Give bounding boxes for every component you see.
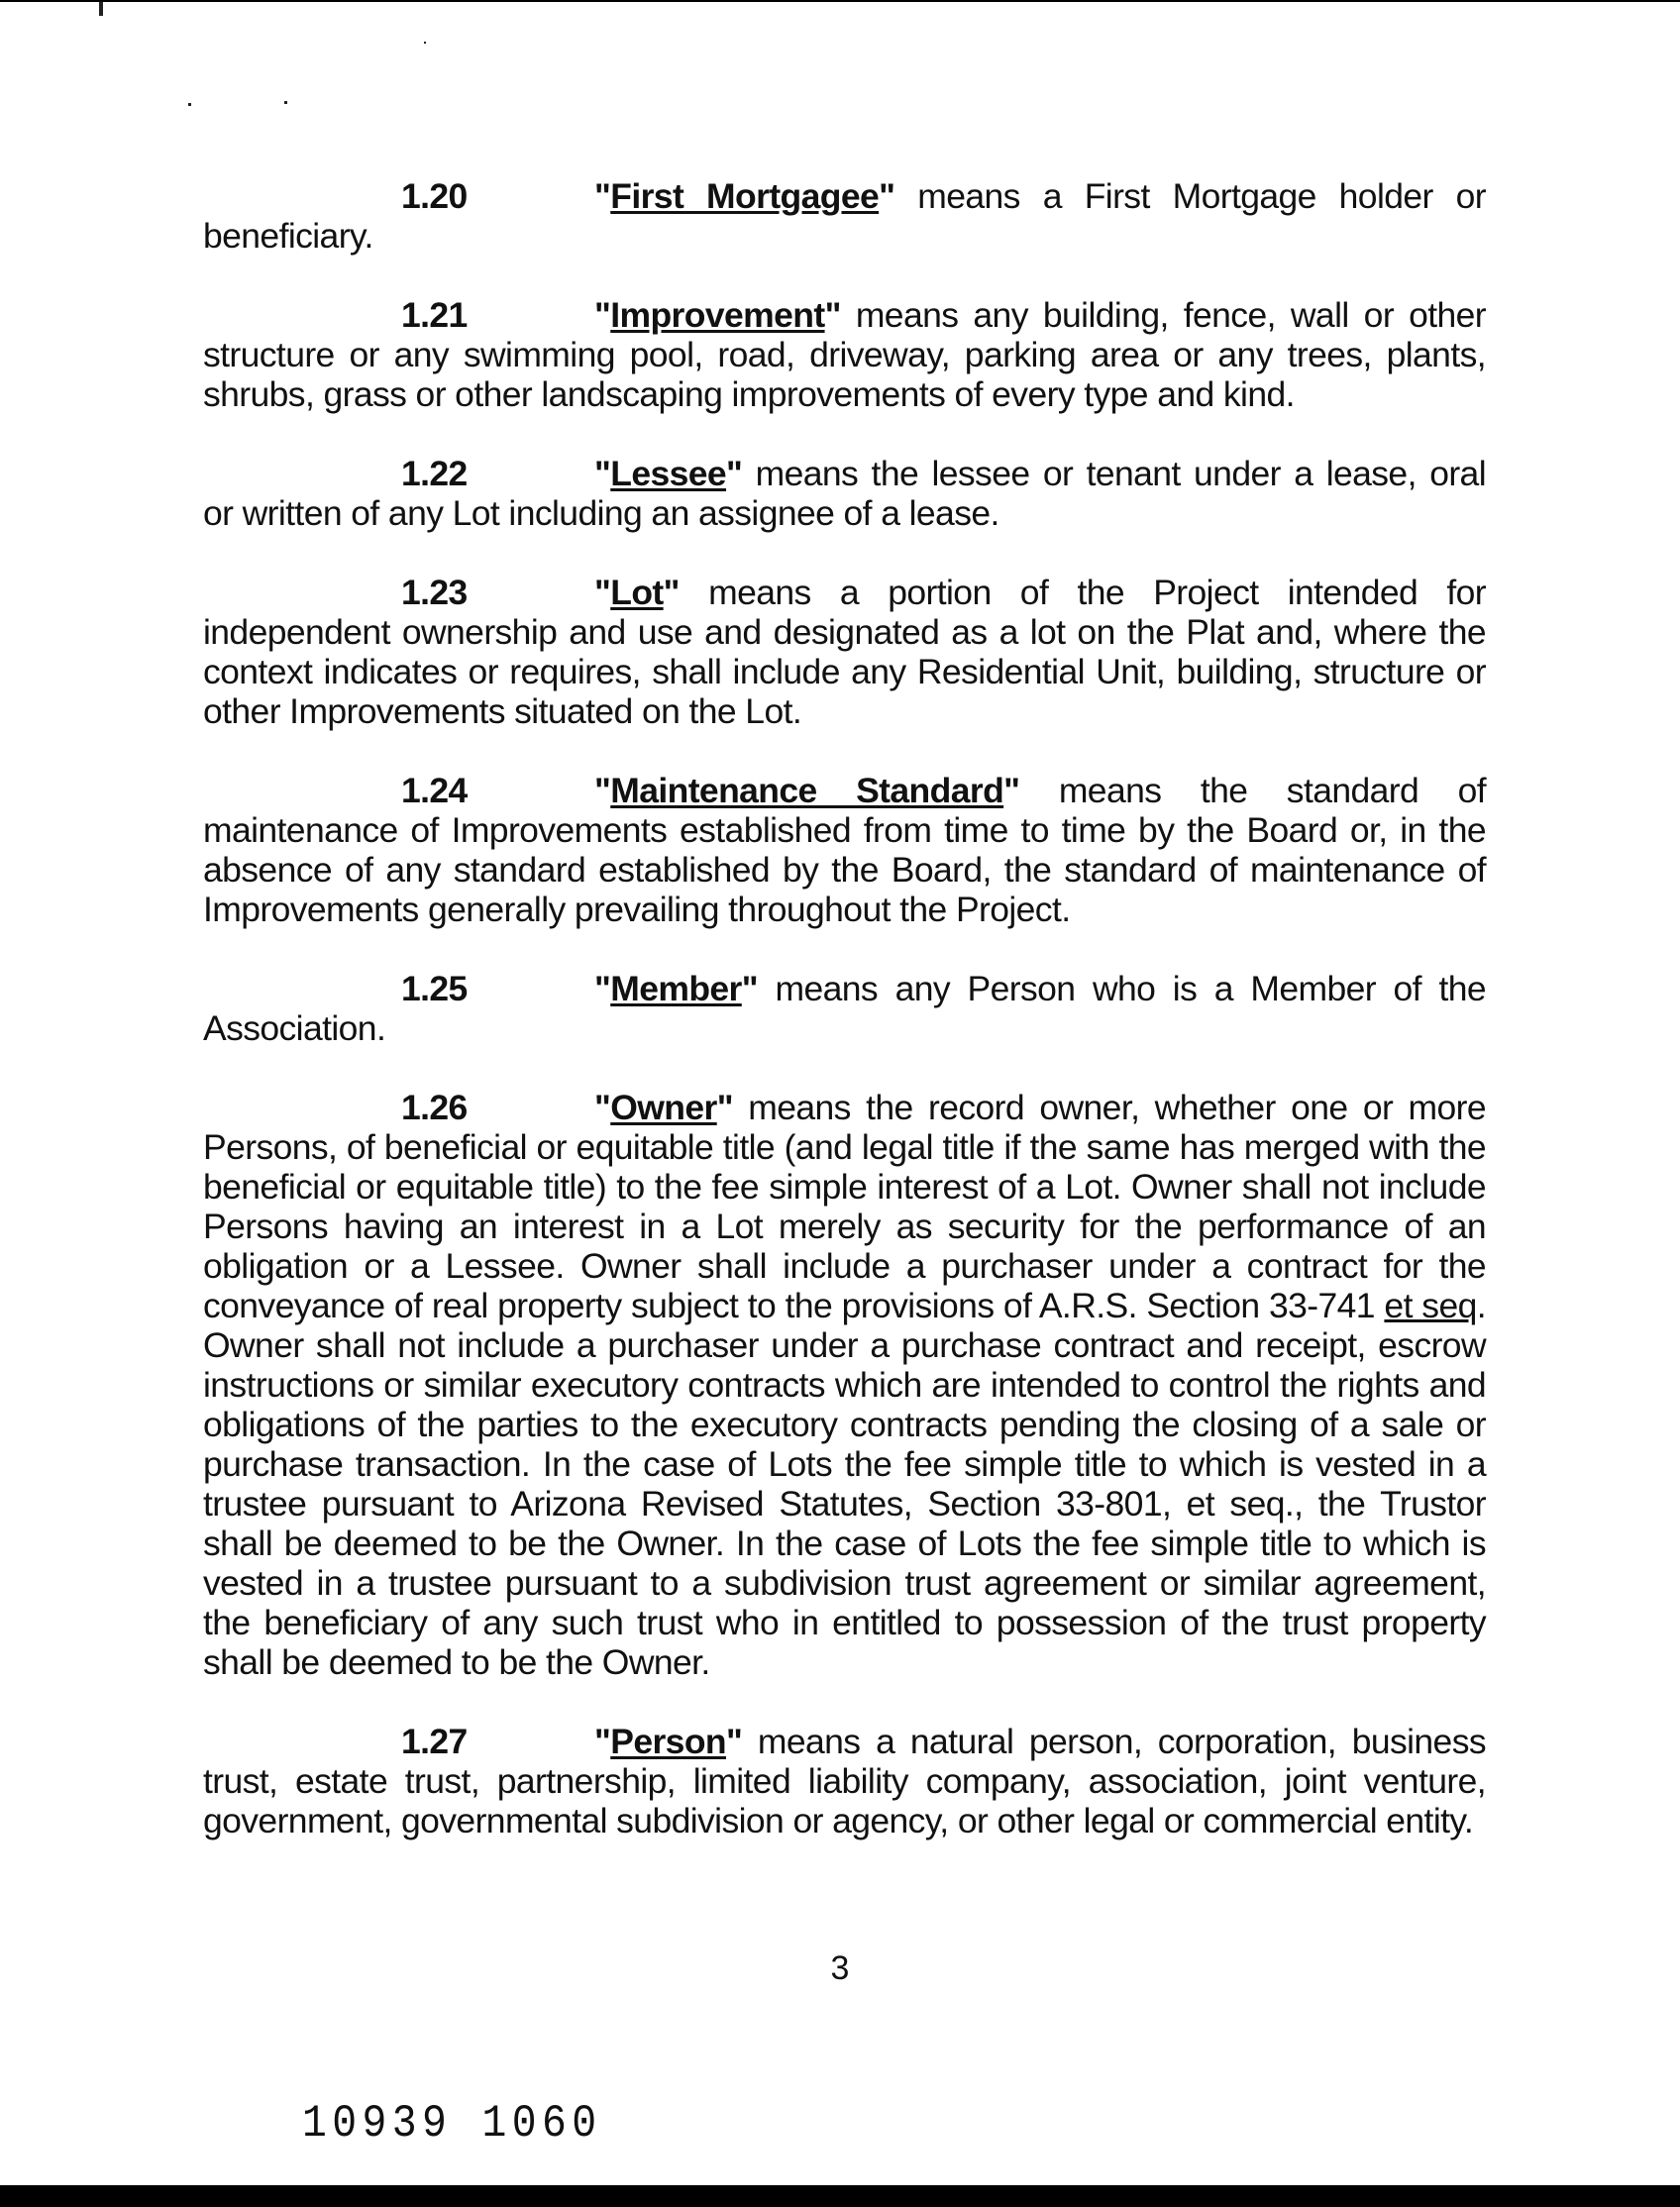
defined-term: "Lot"	[594, 573, 680, 612]
definition-text-continued: . Owner shall not include a purchaser under a purchase contract and receipt, escrow instructions or similar executory contracts which are intended to control the rights and obligations of the parties to the executory contracts pending the closing of a sale or purchase transaction. In the case of Lots the fee simple title to which is vested in a trustee pursuant to Arizona Revised Statutes, Section 33-801, et seq., the Trustor shall be deemed to be the Owner. In the case of Lots the fee simple title to which is vested in a trustee pursuant to a subdivision trust agreement or similar agreement, the beneficiary of any such trust who in entitled to possession of the trust property shall be deemed to be the Owner.	[203, 1286, 1487, 1682]
definition-1-25	[203, 969, 1486, 1048]
definition-1-21	[203, 295, 1486, 414]
recording-stamp: 10939 1060	[302, 2098, 602, 2150]
defined-term: "Maintenance Standard"	[594, 771, 1020, 810]
defined-term: "Owner"	[594, 1088, 733, 1127]
scan-speck	[284, 101, 287, 104]
page-number: 3	[830, 1949, 850, 1987]
definition-1-20	[203, 176, 1486, 256]
scan-border-top	[0, 0, 1680, 2]
definition-text: means the standard of maintenance of Improvements established from time to time by the Board or, in the absence of any standard established by the Board, the standard of maintenance of Improvements generally prevailing throughout the Project.	[203, 771, 1486, 929]
scan-mark	[99, 2, 103, 16]
scan-speck	[424, 42, 426, 44]
section-number: 1.26	[401, 1088, 468, 1127]
defined-term: "Improvement"	[594, 295, 841, 335]
definition-1-22	[203, 454, 1486, 533]
definition-1-23	[203, 573, 1486, 731]
document-body	[203, 176, 1486, 1880]
section-number: 1.21	[401, 295, 468, 335]
section-number: 1.23	[401, 573, 468, 612]
section-number: 1.24	[401, 771, 468, 810]
definition-text: means a portion of the Project intended for independent ownership and use and designated as a lot on the Plat and, where the context indicates or requires, shall include any Residential Unit, building, structure or other Improvements situated on the Lot.	[203, 573, 1486, 731]
definition-1-24	[203, 771, 1486, 929]
definition-text: means the record owner, whether one or more Persons, of beneficial or equitable title (and legal title if the same has merged with the beneficial or equitable title) to the fee simple interest of a Lot. Owner shall not include Persons having an interest in a Lot merely as security for the performance of an obligation or a Lessee. Owner shall include a purchaser under a contract for the conveyance of real property subject to the provisions of A.R.S. Section 33-741	[203, 1088, 1486, 1325]
definition-text: means any Person who is a Member of the Association.	[203, 969, 1486, 1048]
defined-term: "First Mortgagee"	[594, 176, 895, 216]
definition-text: means a First Mortgage holder or beneficiary.	[203, 176, 1486, 256]
latin-abbreviation: et seq	[1384, 1286, 1477, 1325]
definition-1-27	[203, 1722, 1486, 1840]
defined-term: "Person"	[594, 1722, 743, 1761]
defined-term: "Member"	[594, 969, 758, 1008]
defined-term: "Lessee"	[594, 454, 743, 493]
definition-text: means a natural person, corporation, business trust, estate trust, partnership, limited liability company, association, joint venture, government, governmental subdivision or agency, or other legal or commercial entity.	[203, 1722, 1486, 1840]
scan-border-bottom	[0, 2185, 1680, 2207]
definition-text: means any building, fence, wall or other structure or any swimming pool, road, driveway, parking area or any trees, plants, shrubs, grass or other landscaping improvements of every type and kind.	[203, 295, 1486, 414]
section-number: 1.20	[401, 176, 468, 216]
definition-1-26	[203, 1088, 1486, 1682]
section-number: 1.22	[401, 454, 468, 493]
section-number: 1.27	[401, 1722, 468, 1761]
definition-text: means the lessee or tenant under a lease, oral or written of any Lot including an assignee of a lease.	[203, 454, 1486, 533]
scan-speck	[188, 103, 191, 106]
section-number: 1.25	[401, 969, 468, 1008]
